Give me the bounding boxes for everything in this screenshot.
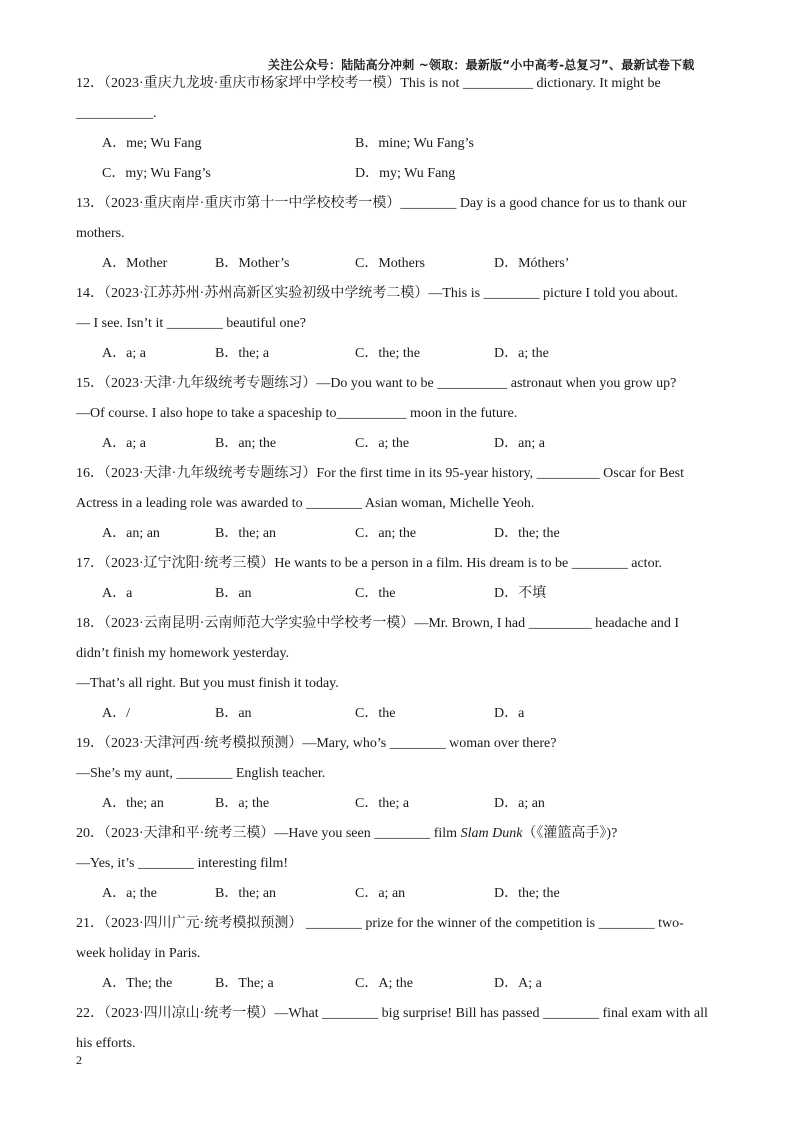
option-c[interactable]: C．the; the	[355, 346, 420, 361]
option-c[interactable]: C．A; the	[355, 976, 413, 991]
option-c[interactable]: C．the	[355, 586, 396, 601]
option-a[interactable]: A．me; Wu Fang	[102, 136, 202, 151]
question-21	[76, 914, 726, 1004]
option-c[interactable]: C．a; the	[355, 436, 410, 451]
question-stem: didn’t finish my homework yesterday.	[76, 646, 290, 661]
question-22	[76, 1004, 726, 1064]
stem-text: （《灌篮高手》)?	[522, 826, 618, 841]
option-a[interactable]: A．a; the	[102, 886, 157, 901]
option-c[interactable]: C．Mothers	[355, 256, 425, 271]
question-stem: 22．（2023·四川凉山·统考一模）—What ________ big surprise! Bill has passed ________ final exam with all	[76, 1006, 708, 1021]
options-row	[76, 704, 726, 734]
option-b[interactable]: B．Mother’s	[215, 256, 290, 271]
stem-text: 20．（2023·天津和平·统考三模）—Have you seen ________ film	[76, 826, 461, 841]
option-d[interactable]: D．A; a	[494, 976, 542, 991]
options-row	[76, 584, 726, 614]
question-stem: mothers.	[76, 226, 125, 241]
option-d[interactable]: D．the; the	[494, 526, 560, 541]
question-stem: 17．（2023·辽宁沈阳·统考三模）He wants to be a person in a film. His dream is to be ________ actor.	[76, 556, 662, 571]
options-row	[76, 164, 726, 194]
option-c[interactable]: C．my; Wu Fang’s	[102, 166, 211, 181]
options-row	[76, 884, 726, 914]
question-19	[76, 734, 726, 824]
option-d[interactable]: D．不填	[494, 586, 547, 601]
option-d[interactable]: D．the; the	[494, 886, 560, 901]
option-a[interactable]: A．/	[102, 706, 130, 721]
question-14	[76, 284, 726, 374]
question-12	[76, 74, 726, 194]
option-b[interactable]: B．an	[215, 706, 252, 721]
option-b[interactable]: B．the; an	[215, 886, 277, 901]
question-stem: Actress in a leading role was awarded to ________ Asian woman, Michelle Yeoh.	[76, 496, 535, 511]
question-stem: 12．（2023·重庆九龙坡·重庆市杨家坪中学校考一模）This is not __________ dictionary. It might be	[76, 76, 661, 91]
question-stem: 18．（2023·云南昆明·云南师范大学实验中学校考一模）—Mr. Brown, I had _________ headache and I	[76, 616, 680, 631]
option-b[interactable]: B．mine; Wu Fang’s	[355, 136, 474, 151]
question-stem: 14．（2023·江苏苏州·苏州高新区实验初级中学统考二模）—This is ________ picture I told you about.	[76, 286, 678, 301]
question-18	[76, 614, 726, 734]
question-16	[76, 464, 726, 554]
option-d[interactable]: D．a	[494, 706, 525, 721]
options-row	[76, 344, 726, 374]
option-b[interactable]: B．a; the	[215, 796, 270, 811]
options-row	[76, 254, 726, 284]
option-c[interactable]: C．an; the	[355, 526, 417, 541]
option-c[interactable]: C．the; a	[355, 796, 410, 811]
option-b[interactable]: B．the; a	[215, 346, 270, 361]
option-d[interactable]: D．an; a	[494, 436, 545, 451]
question-13	[76, 194, 726, 284]
page-header-banner: 关注公众号：陆陆高分冲刺 ~领取：最新版“小中高考-总复习”、最新试卷下载	[268, 58, 695, 72]
option-a[interactable]: A．a; a	[102, 436, 146, 451]
option-d[interactable]: D．Móthers’	[494, 256, 570, 271]
question-stem: — I see. Isn’t it ________ beautiful one?	[76, 316, 306, 331]
question-stem: —Of course. I also hope to take a spaceship to__________ moon in the future.	[76, 406, 518, 421]
options-row	[76, 974, 726, 1004]
question-stem: —That’s all right. But you must finish it today.	[76, 676, 339, 691]
option-a[interactable]: A．a	[102, 586, 133, 601]
option-b[interactable]: B．The; a	[215, 976, 274, 991]
question-stem: his efforts.	[76, 1036, 136, 1051]
question-17	[76, 554, 726, 614]
question-stem	[76, 824, 726, 854]
question-stem: 15．（2023·天津·九年级统考专题练习）—Do you want to be __________ astronaut when you grow up?	[76, 376, 677, 391]
option-a[interactable]: A．Mother	[102, 256, 168, 271]
option-b[interactable]: B．an	[215, 586, 252, 601]
option-b[interactable]: B．an; the	[215, 436, 277, 451]
option-d[interactable]: D．my; Wu Fang	[355, 166, 456, 181]
option-c[interactable]: C．the	[355, 706, 396, 721]
question-stem: —She’s my aunt, ________ English teacher.	[76, 766, 326, 781]
options-row	[76, 524, 726, 554]
question-list	[76, 74, 726, 1064]
question-20	[76, 824, 726, 914]
options-row	[76, 434, 726, 464]
question-stem: 19．（2023·天津河西·统考模拟预测）—Mary, who’s ________ woman over there?	[76, 736, 557, 751]
question-15	[76, 374, 726, 464]
option-b[interactable]: B．the; an	[215, 526, 277, 541]
question-stem: —Yes, it’s ________ interesting film!	[76, 856, 289, 871]
option-d[interactable]: D．a; the	[494, 346, 549, 361]
option-a[interactable]: A．an; an	[102, 526, 160, 541]
option-a[interactable]: A．a; a	[102, 346, 146, 361]
option-a[interactable]: A．the; an	[102, 796, 164, 811]
option-c[interactable]: C．a; an	[355, 886, 406, 901]
question-stem: week holiday in Paris.	[76, 946, 201, 961]
film-title: Slam Dunk	[460, 826, 523, 841]
options-row	[76, 794, 726, 824]
question-stem: ___________.	[76, 106, 157, 121]
option-d[interactable]: D．a; an	[494, 796, 545, 811]
question-stem: 21．（2023·四川广元·统考模拟预测） ________ prize for the winner of the competition is ________ two-	[76, 916, 684, 931]
page-number: 2	[76, 1053, 82, 1067]
question-stem: 16．（2023·天津·九年级统考专题练习）For the first time in its 95-year history, _________ Oscar for Best	[76, 466, 685, 481]
question-stem: 13．（2023·重庆南岸·重庆市第十一中学校校考一模）________ Day is a good chance for us to thank our	[76, 196, 687, 211]
option-a[interactable]: A．The; the	[102, 976, 173, 991]
options-row	[76, 134, 726, 164]
